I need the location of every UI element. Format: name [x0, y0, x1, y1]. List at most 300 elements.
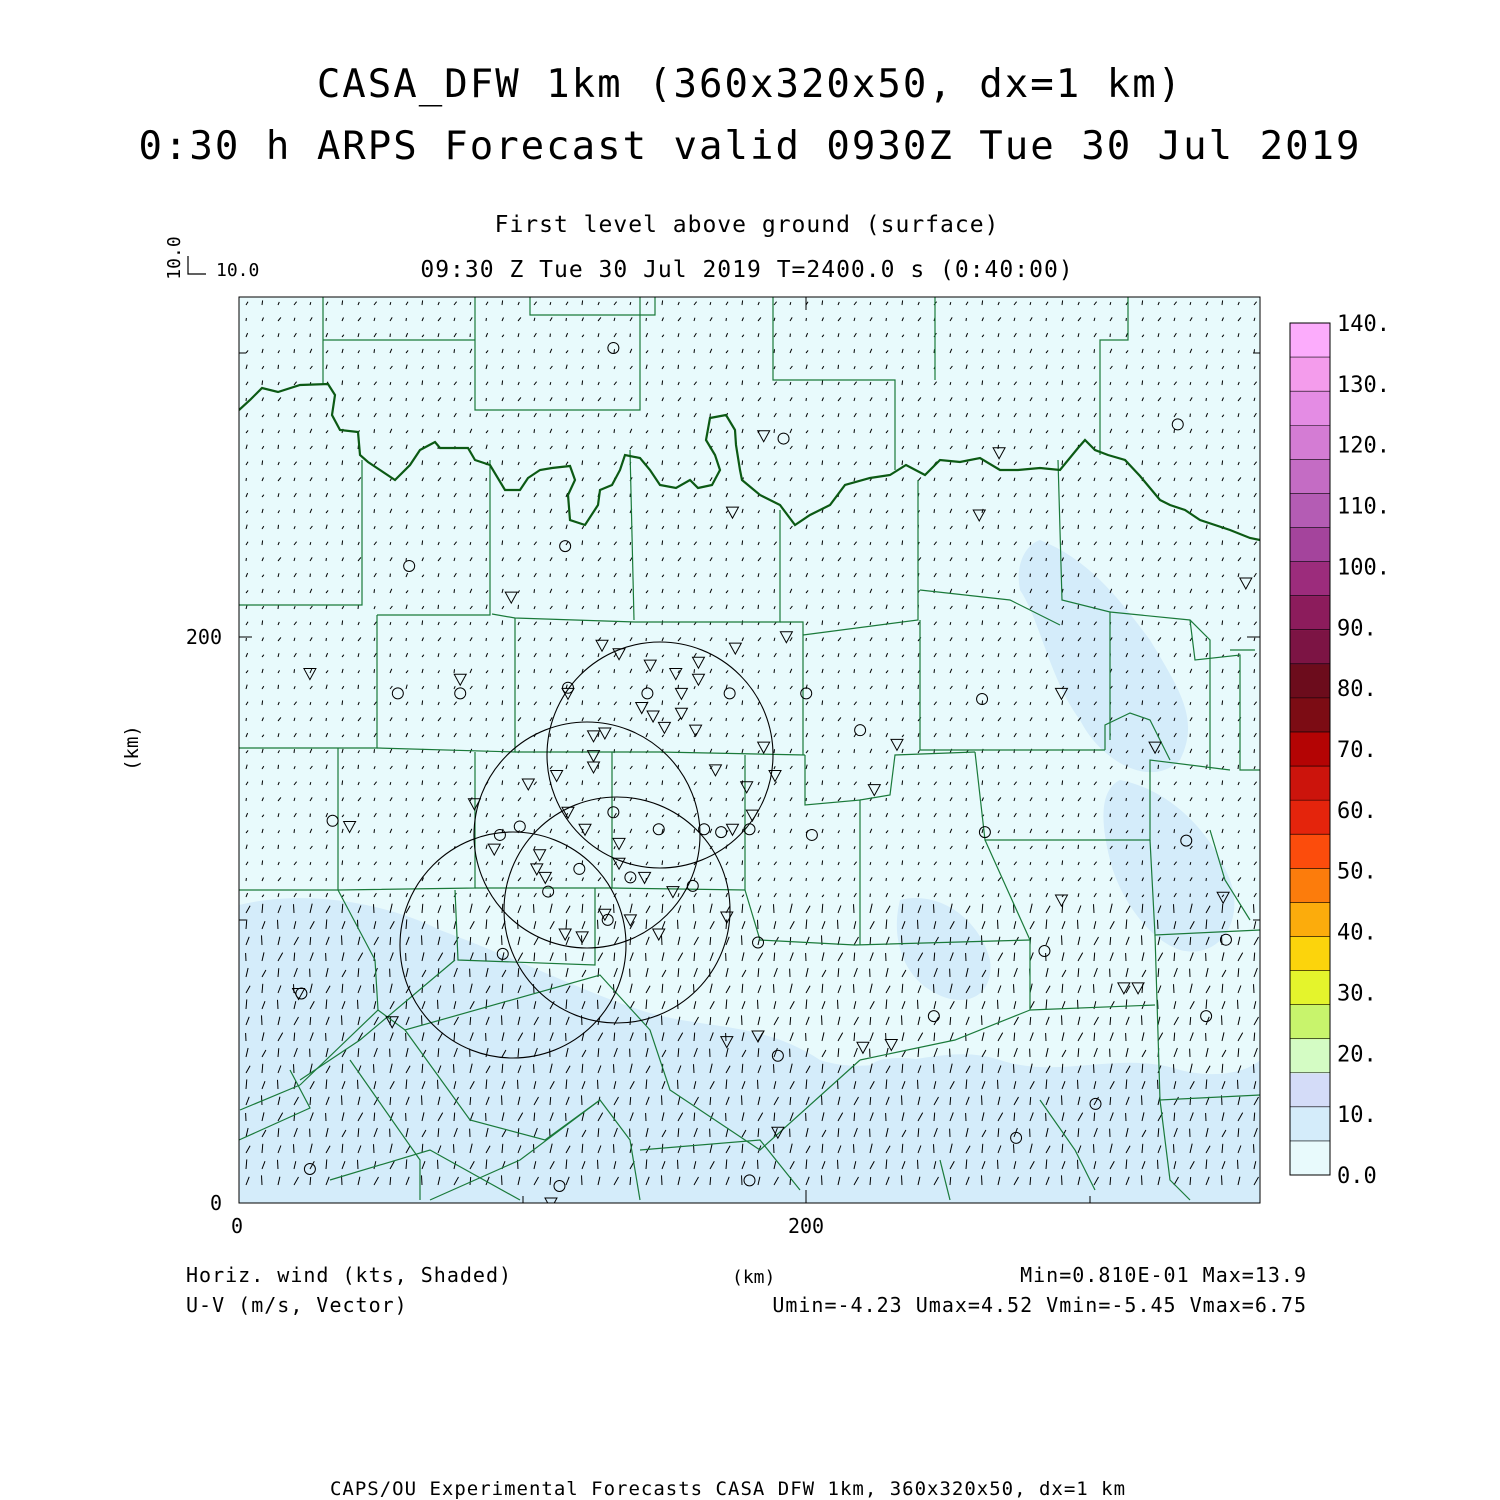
wind-vector	[1062, 935, 1063, 945]
colorbar-tick-label: 60.	[1337, 798, 1377, 824]
wind-vector	[1014, 509, 1015, 513]
wind-vector	[694, 953, 695, 961]
wind-vector	[1078, 1160, 1079, 1169]
wind-vector	[1062, 620, 1063, 625]
wind-vector	[1158, 845, 1159, 849]
wind-vector	[1014, 1064, 1015, 1073]
wind-vector	[1078, 765, 1079, 769]
wind-vector	[278, 765, 279, 769]
wind-vector	[550, 1177, 551, 1185]
wind-vector	[422, 1095, 423, 1105]
wind-vector	[822, 1175, 823, 1185]
wind-vector	[950, 1097, 951, 1105]
wind-vector	[454, 589, 455, 593]
wind-vector	[1158, 765, 1159, 769]
wind-vector	[422, 1175, 423, 1185]
wind-vector	[854, 589, 855, 593]
wind-vector	[374, 509, 375, 513]
wind-vector	[534, 669, 535, 673]
wind-vector	[422, 620, 423, 625]
wind-vector	[662, 860, 663, 865]
colorbar-tick-label: 120.	[1337, 433, 1390, 459]
wind-vector	[822, 460, 823, 465]
wind-vector	[1094, 1033, 1095, 1041]
wind-vector	[1222, 700, 1223, 705]
wind-vector	[982, 540, 983, 545]
wind-vector	[1030, 1017, 1031, 1025]
wind-vector	[982, 380, 983, 385]
wind-vector	[838, 365, 839, 369]
wind-vector	[902, 700, 903, 705]
wind-vector	[1014, 829, 1015, 833]
wind-vector	[1062, 1015, 1063, 1025]
wind-vector	[998, 1000, 999, 1009]
wind-vector	[438, 1000, 439, 1009]
wind-vector	[598, 605, 599, 609]
wind-vector	[774, 904, 775, 913]
wind-vector	[694, 669, 695, 673]
wind-vector	[1174, 1064, 1175, 1073]
wind-vector	[854, 1033, 855, 1041]
wind-vector	[582, 460, 583, 465]
wind-vector	[742, 1095, 743, 1105]
wind-vector	[342, 935, 343, 945]
wind-vector	[518, 765, 519, 769]
colorbar-tick-label: 90.	[1337, 616, 1377, 642]
wind-vector	[374, 904, 375, 913]
wind-vector	[1158, 685, 1159, 689]
x-tick-label-0: 0	[230, 1214, 244, 1238]
wind-vector	[518, 445, 519, 449]
wind-vector	[902, 540, 903, 545]
wind-vector	[822, 300, 823, 305]
wind-vector	[838, 525, 839, 529]
wind-vector	[1142, 935, 1143, 945]
wind-vector	[982, 935, 983, 945]
wind-vector	[774, 749, 775, 753]
wind-vector	[678, 445, 679, 449]
wind-vector	[278, 920, 279, 929]
wind-vector	[678, 1000, 679, 1009]
colorbar-tick-label: 140.	[1337, 312, 1390, 337]
wind-vector	[774, 509, 775, 513]
wind-vector	[1062, 460, 1063, 465]
wind-vector	[598, 1000, 599, 1009]
wind-vector	[1222, 540, 1223, 545]
wind-vector	[1078, 365, 1079, 369]
wind-vector	[982, 1175, 983, 1185]
colorbar-labels	[1337, 312, 1390, 1189]
wind-vector	[502, 460, 503, 465]
wind-vector	[1174, 429, 1175, 433]
wind-vector	[1110, 1097, 1111, 1105]
wind-vector	[582, 1175, 583, 1185]
wind-vector	[614, 589, 615, 593]
valid-time-label: 09:30 Z Tue 30 Jul 2019 T=2400.0 s (0:40:00)	[420, 257, 1074, 283]
wind-vector	[262, 1015, 263, 1025]
wind-vector	[502, 935, 503, 945]
wind-vector	[1142, 1095, 1143, 1105]
wind-vector	[278, 1080, 279, 1089]
wind-vector	[454, 1064, 455, 1073]
wind-vector	[422, 780, 423, 785]
wind-vector	[470, 1177, 471, 1185]
wind-vector	[662, 780, 663, 785]
wind-vector	[918, 445, 919, 449]
wind-vector	[438, 1080, 439, 1089]
wind-vector	[1062, 780, 1063, 785]
wind-vector	[454, 984, 455, 993]
wind-vector	[934, 1113, 935, 1121]
wind-vector	[838, 605, 839, 609]
wind-vector	[294, 1113, 295, 1121]
wind-vector	[982, 620, 983, 625]
colorbar-tick-label: 10.	[1337, 1103, 1377, 1129]
wind-vector	[902, 300, 903, 305]
wind-vector	[534, 1064, 535, 1073]
wind-vector	[1174, 1033, 1175, 1041]
wind-vector	[470, 1097, 471, 1105]
wind-vector	[550, 1097, 551, 1105]
wind-vector	[1254, 984, 1255, 993]
wind-vector	[902, 620, 903, 625]
wind-vector	[1094, 589, 1095, 593]
wind-vector	[262, 300, 263, 305]
wind-vector	[310, 1017, 311, 1025]
wind-vector	[582, 300, 583, 305]
wind-vector	[374, 749, 375, 753]
wind-vector	[438, 605, 439, 609]
wind-vector	[278, 525, 279, 529]
wind-vector	[1254, 904, 1255, 913]
wind-vector	[502, 700, 503, 705]
wind-vector	[998, 365, 999, 369]
wind-vector	[838, 1160, 839, 1169]
wind-vector	[1254, 1144, 1255, 1153]
wind-vector	[438, 365, 439, 369]
wind-vector	[294, 1064, 295, 1073]
wind-vector	[1078, 605, 1079, 609]
wind-vector	[822, 1095, 823, 1105]
wind-vector	[598, 920, 599, 929]
wind-vector	[438, 920, 439, 929]
wind-vector	[758, 1080, 759, 1089]
wind-vector	[1062, 700, 1063, 705]
wind-vector	[918, 685, 919, 689]
wind-vector	[1142, 540, 1143, 545]
colorbar-swatch	[1290, 562, 1330, 597]
wind-vector	[1142, 380, 1143, 385]
wind-vector	[358, 1080, 359, 1089]
wind-vector	[774, 1113, 775, 1121]
wind-vector	[422, 860, 423, 865]
wind-vector	[1110, 1017, 1111, 1025]
wind-vector	[1030, 1177, 1031, 1185]
wind-vector	[950, 1177, 951, 1185]
wind-vector	[1174, 1113, 1175, 1121]
wind-vector	[358, 845, 359, 849]
wind-vector	[1094, 984, 1095, 993]
wind-vector	[998, 605, 999, 609]
wind-vector	[1190, 1177, 1191, 1185]
wind-vector	[262, 700, 263, 705]
wind-vector	[1014, 1144, 1015, 1153]
wind-vector	[342, 540, 343, 545]
wind-vector	[598, 525, 599, 529]
wind-vector	[502, 1095, 503, 1105]
wind-vector	[1254, 1113, 1255, 1121]
colorbar-swatch	[1290, 630, 1330, 665]
wind-vector	[870, 1017, 871, 1025]
wind-vector	[374, 1064, 375, 1073]
wind-vector	[1174, 349, 1175, 353]
wind-vector	[902, 380, 903, 385]
wind-vector	[1094, 953, 1095, 961]
wind-vector	[694, 1064, 695, 1073]
wind-vector	[822, 700, 823, 705]
wind-vector	[1094, 349, 1095, 353]
wind-vector	[1190, 937, 1191, 945]
wind-vector	[1094, 429, 1095, 433]
wind-vector	[1254, 1033, 1255, 1041]
wind-vector	[934, 669, 935, 673]
wind-vector	[774, 984, 775, 993]
y-tick-label-200: 200	[185, 625, 222, 649]
wind-vector	[422, 300, 423, 305]
wind-vector	[534, 1113, 535, 1121]
wind-vector	[758, 765, 759, 769]
wind-vector	[694, 1033, 695, 1041]
wind-vector	[502, 620, 503, 625]
wind-vector	[950, 1017, 951, 1025]
wind-vector	[1014, 669, 1015, 673]
wind-vector	[838, 685, 839, 689]
wind-vector	[758, 445, 759, 449]
wind-vector	[518, 1000, 519, 1009]
wind-vector	[374, 984, 375, 993]
wind-vector	[998, 1080, 999, 1089]
wind-vector	[294, 749, 295, 753]
wind-vector	[854, 953, 855, 961]
wind-vector	[502, 300, 503, 305]
wind-vector	[438, 845, 439, 849]
wind-vector	[438, 525, 439, 529]
wind-vector	[374, 829, 375, 833]
wind-vector	[598, 1080, 599, 1089]
wind-vector	[502, 780, 503, 785]
wind-vector	[662, 460, 663, 465]
wind-vector	[342, 1095, 343, 1105]
wind-vector	[854, 509, 855, 513]
wind-vector	[998, 445, 999, 449]
wind-vector	[518, 1080, 519, 1089]
wind-vector	[582, 935, 583, 945]
wind-vector	[502, 540, 503, 545]
wind-vector	[614, 953, 615, 961]
wind-vector	[262, 780, 263, 785]
wind-vector	[518, 685, 519, 689]
wind-vector	[1254, 509, 1255, 513]
wind-vector	[1222, 620, 1223, 625]
wind-vector	[1094, 904, 1095, 913]
wind-vector	[422, 460, 423, 465]
wind-vector	[390, 937, 391, 945]
x-axis-label: (km)	[732, 1267, 776, 1288]
wind-vector	[982, 1015, 983, 1025]
wind-vector	[342, 300, 343, 305]
wind-vector	[758, 1000, 759, 1009]
wind-vector	[1174, 829, 1175, 833]
wind-vector	[358, 1000, 359, 1009]
wind-vector	[598, 445, 599, 449]
wind-vector	[358, 1160, 359, 1169]
colorbar-swatch	[1290, 527, 1330, 562]
wind-vector	[374, 1113, 375, 1121]
chart-subtitle: 0:30 h ARPS Forecast valid 0930Z Tue 30 Jul 2019	[138, 124, 1362, 169]
wind-vector	[822, 540, 823, 545]
footer-credit: CAPS/OU Experimental Forecasts CASA DFW 1km, 360x320x50, dx=1 km	[329, 1478, 1127, 1500]
wind-vector	[294, 509, 295, 513]
wind-vector	[262, 860, 263, 865]
wind-vector	[1030, 1097, 1031, 1105]
colorbar-swatch	[1290, 664, 1330, 699]
wind-vector	[678, 845, 679, 849]
wind-vector	[614, 904, 615, 913]
colorbar-swatch	[1290, 698, 1330, 733]
wind-vector	[1158, 1080, 1159, 1089]
wind-vector	[982, 460, 983, 465]
wind-vector	[1238, 1000, 1239, 1009]
wind-vector	[262, 1175, 263, 1185]
wind-vector	[998, 920, 999, 929]
wind-vector	[998, 765, 999, 769]
wind-vector	[614, 829, 615, 833]
level-label: First level above ground (surface)	[494, 212, 1000, 238]
wind-vector	[374, 1144, 375, 1153]
wind-vector	[630, 937, 631, 945]
wind-vector	[1014, 349, 1015, 353]
wind-vector	[534, 1144, 535, 1153]
wind-vector	[422, 1015, 423, 1025]
wind-vector	[1078, 920, 1079, 929]
wind-vector	[774, 829, 775, 833]
wind-vector	[1254, 829, 1255, 833]
wind-vector	[902, 1095, 903, 1105]
wind-vector	[1094, 1144, 1095, 1153]
wind-vector	[518, 845, 519, 849]
wind-vector	[614, 1033, 615, 1041]
wind-vector	[742, 540, 743, 545]
wind-vector	[918, 845, 919, 849]
colorbar-swatch	[1290, 868, 1330, 903]
wind-vector	[710, 1097, 711, 1105]
wind-vector	[1014, 1113, 1015, 1121]
wind-vector	[550, 937, 551, 945]
wind-vector	[1254, 953, 1255, 961]
wind-vector	[678, 1080, 679, 1089]
wind-vector	[742, 860, 743, 865]
wind-vector	[1222, 1015, 1223, 1025]
colorbar-tick-label: 80.	[1337, 677, 1377, 703]
colorbar-tick-label: 20.	[1337, 1042, 1377, 1068]
wind-vector	[662, 300, 663, 305]
wind-vector	[582, 700, 583, 705]
wind-vector	[902, 860, 903, 865]
wind-vector	[262, 460, 263, 465]
colorbar-tick-label: 110.	[1337, 494, 1390, 520]
wind-vector	[998, 845, 999, 849]
wind-vector	[1174, 509, 1175, 513]
wind-vector	[1158, 920, 1159, 929]
wind-vector	[678, 365, 679, 369]
wind-vector	[902, 1015, 903, 1025]
wind-vector	[294, 429, 295, 433]
wind-vector	[758, 845, 759, 849]
wind-vector	[1254, 669, 1255, 673]
wind-vector	[998, 525, 999, 529]
colorbar-swatch	[1290, 493, 1330, 528]
wind-vector	[1142, 1015, 1143, 1025]
wind-vector	[934, 509, 935, 513]
wind-vector	[1014, 953, 1015, 961]
wind-vector	[518, 605, 519, 609]
wind-vector	[294, 669, 295, 673]
wind-vector	[1174, 749, 1175, 753]
wind-vector	[918, 365, 919, 369]
wind-vector	[582, 540, 583, 545]
wind-vector	[358, 525, 359, 529]
min-max-label: Min=0.810E-01 Max=13.9	[1020, 1263, 1307, 1287]
colorbar-swatch	[1290, 1141, 1330, 1176]
wind-vector	[1062, 1175, 1063, 1185]
wind-vector	[294, 904, 295, 913]
wind-vector	[662, 935, 663, 945]
colorbar-swatch	[1290, 1107, 1330, 1142]
wind-vector	[310, 1097, 311, 1105]
colorbar-swatch	[1290, 800, 1330, 835]
colorbar-swatch	[1290, 391, 1330, 426]
wind-vector	[342, 700, 343, 705]
colorbar-swatch	[1290, 1039, 1330, 1074]
wind-vector	[1158, 525, 1159, 529]
wind-vector	[342, 780, 343, 785]
wind-vector	[1142, 300, 1143, 305]
wind-vector	[358, 365, 359, 369]
wind-vector	[758, 365, 759, 369]
wind-vector	[1142, 1175, 1143, 1185]
wind-vector	[1174, 1144, 1175, 1153]
wind-vector	[1062, 1095, 1063, 1105]
colorbar-tick-label: 50.	[1337, 859, 1377, 885]
wind-vector	[822, 380, 823, 385]
colorbar-swatch	[1290, 1005, 1330, 1040]
wind-vector	[1078, 845, 1079, 849]
wind-vector	[854, 984, 855, 993]
wind-vector	[614, 669, 615, 673]
wind-vector	[278, 685, 279, 689]
wind-vector	[278, 1000, 279, 1009]
wind-vector	[294, 829, 295, 833]
colorbar	[1290, 323, 1330, 1176]
wind-vector	[742, 1015, 743, 1025]
wind-vector	[582, 780, 583, 785]
wind-vector	[1254, 1064, 1255, 1073]
wind-vector	[550, 1017, 551, 1025]
wind-vector	[294, 589, 295, 593]
wind-vector	[934, 1064, 935, 1073]
wind-vector	[870, 1177, 871, 1185]
wind-vector	[534, 509, 535, 513]
